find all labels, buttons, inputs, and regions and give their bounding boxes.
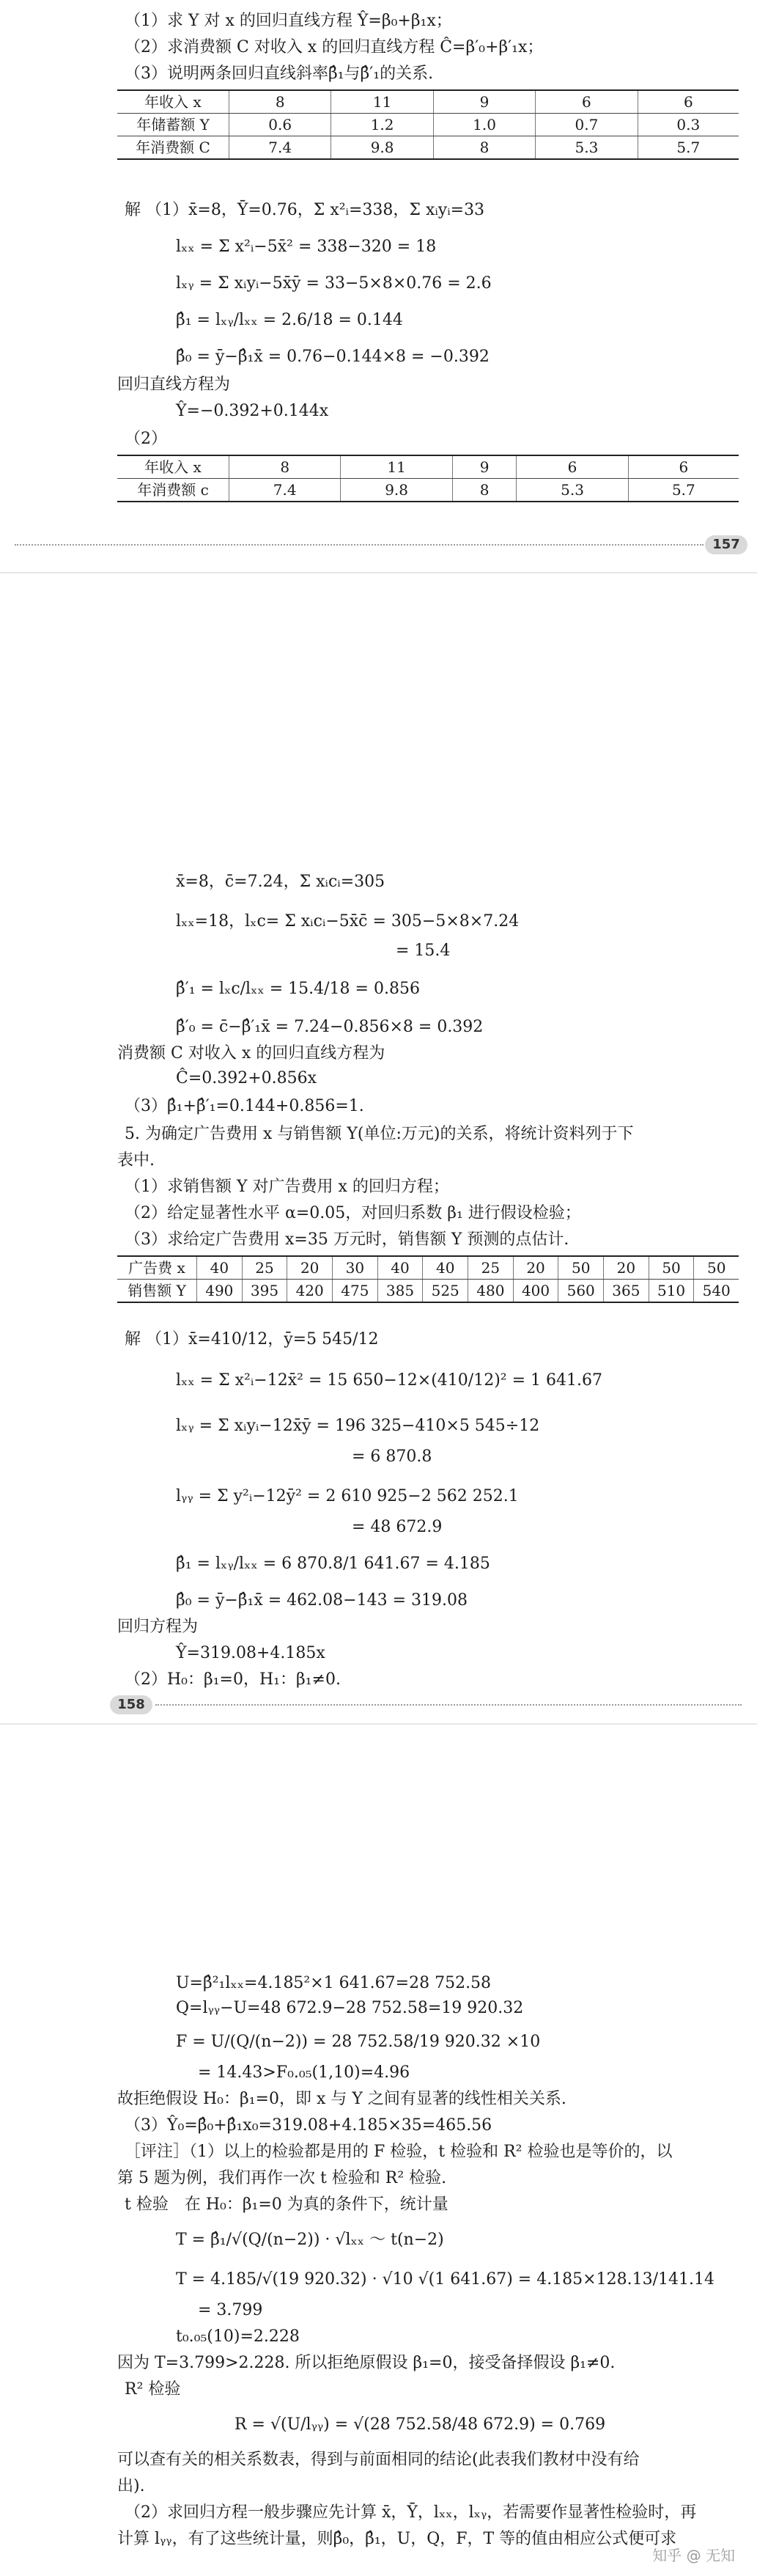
page-number: 157 (705, 535, 747, 554)
comment-2: 第 5 题为例，我们再作一次 t 检验和 R² 检验. (117, 2169, 447, 2187)
row-label: 年消费额 C (117, 136, 229, 160)
cell: 11 (331, 90, 433, 114)
comment-1: ［评注］（1）以上的检验都是用的 F 检验，t 检验和 R² 检验也是等价的，以 (125, 2143, 673, 2161)
table-row (117, 479, 739, 502)
cell: 0.7 (536, 114, 638, 136)
page-divider (0, 572, 757, 573)
problem-5-intro: 5. 为确定广告费用 x 与销售额 Y(单位:万元)的关系，将统计资料列于下 (125, 1125, 634, 1143)
formula-u: U=β̂²₁lₓₓ=4.185²×1 641.67=28 752.58 (176, 1974, 492, 1992)
cell: 6 (536, 90, 638, 114)
table-note-1: 可以查有关的相关系数表，得到与前面相同的结论(此表我们教材中没有给 (117, 2451, 640, 2469)
row-label: 广告费 x (117, 1256, 197, 1280)
dotted-rule (15, 544, 704, 546)
row-label: 销售额 Y (117, 1280, 197, 1303)
cell: 40 (377, 1256, 423, 1280)
lxc-line: lₓₓ=18，lₓc= Σ xᵢcᵢ−5x̄c̄ = 305−5×8×7.24 (176, 912, 520, 931)
formula-lxx-5: lₓₓ = Σ x²ᵢ−12x̄² = 15 650−12×(410/12)² = 1 641.67 (176, 1371, 602, 1390)
income-table (117, 89, 739, 160)
cell: 1.0 (433, 114, 535, 136)
cell: 25 (242, 1256, 287, 1280)
r-formula: R = √(U/lᵧᵧ) = √(28 752.58/48 672.9) = 0.769 (235, 2415, 606, 2434)
consumption-eq-label: 消费额 C 对收入 x 的回归直线方程为 (117, 1044, 385, 1063)
cell: 6 (638, 90, 739, 114)
beta0-prime: β̂′₀ = c̄−β̂′₁x̄ = 7.24−0.856×8 = 0.392 (176, 1018, 484, 1036)
t-statistic-value: T = 4.185/√(19 920.32) · √10 √(1 641.67) = 4.185×128.13/141.14 (176, 2270, 714, 2289)
cell: 7.4 (229, 479, 341, 502)
table-row (117, 114, 739, 136)
formula-lyy-5: lᵧᵧ = Σ y²ᵢ−12ȳ² = 2 610 925−2 562 252.1 (176, 1487, 519, 1505)
cell: 0.3 (638, 114, 739, 136)
row-label: 年收入 x (117, 90, 229, 114)
cell: 540 (694, 1280, 739, 1303)
cell: 5.3 (536, 136, 638, 160)
cell: 20 (513, 1256, 558, 1280)
formula-f: F = U/(Q/(n−2)) = 28 752.58/19 920.32 ×10 (176, 2033, 541, 2051)
consumption-table (117, 455, 739, 502)
t-statistic-formula: T = β̂₁/√(Q/(n−2)) · √lₓₓ ～ t(n−2) (176, 2231, 444, 2249)
cell: 6 (628, 455, 739, 479)
regression-equation: Ŷ=−0.392+0.144x (176, 402, 329, 420)
formula-beta0: β̂₀ = ȳ−β̂₁x̄ = 0.76−0.144×8 = −0.392 (176, 348, 490, 366)
cell: 6 (517, 455, 628, 479)
cell: 475 (333, 1280, 378, 1303)
dotted-rule (155, 1704, 742, 1706)
cell: 5.3 (517, 479, 628, 502)
row-label: 年消费额 c (117, 479, 229, 502)
cell: 9.8 (341, 479, 452, 502)
question-2: （2）求消费额 C 对收入 x 的回归直线方程 Ĉ=β′₀+β′₁x； (125, 38, 544, 56)
solution-5-intro: 解 （1）x̄=410/12，ȳ=5 545/12 (125, 1330, 379, 1348)
cell: 25 (468, 1256, 514, 1280)
lxc-result: = 15.4 (396, 942, 451, 960)
cell: 8 (452, 479, 517, 502)
cell: 480 (468, 1280, 514, 1303)
table-row (117, 136, 739, 160)
cell: 8 (229, 455, 341, 479)
problem-5-q1: （1）求销售额 Y 对广告费用 x 的回归方程； (125, 1178, 449, 1196)
formula-lxy-5: lₓᵧ = Σ xᵢyᵢ−12x̄ȳ = 196 325−410×5 545÷12 (176, 1417, 540, 1435)
table-row (117, 1280, 739, 1303)
t-result: = 3.799 (198, 2301, 263, 2319)
eq-label: 回归直线方程为 (117, 375, 231, 394)
table-row (117, 455, 739, 479)
t-conclusion: 因为 T=3.799>2.228. 所以拒绝原假设 β₁=0，接受备择假设 β₁≠0. (117, 2354, 616, 2372)
problem-5-q3: （3）求给定广告费用 x=35 万元时，销售额 Y 预测的点估计. (125, 1230, 569, 1249)
lyy-5-result: = 48 672.9 (352, 1518, 443, 1536)
page-number: 158 (110, 1695, 152, 1714)
cell: 50 (694, 1256, 739, 1280)
regression-equation-5: Ŷ=319.08+4.185x (176, 1644, 325, 1662)
cell: 20 (604, 1256, 649, 1280)
t-test-intro: t 检验 在 H₀：β₁=0 为真的条件下，统计量 (125, 2195, 448, 2214)
formula-beta1: β̂₁ = lₓᵧ/lₓₓ = 2.6/18 = 0.144 (176, 311, 403, 329)
cell: 9 (452, 455, 517, 479)
problem-5-intro-cont: 表中. (117, 1151, 155, 1170)
cell: 490 (197, 1280, 243, 1303)
formula-lxy: lₓᵧ = Σ xᵢyᵢ−5x̄ȳ = 33−5×8×0.76 = 2.6 (176, 274, 492, 293)
cell: 40 (423, 1256, 468, 1280)
question-1: （1）求 Y 对 x 的回归直线方程 Ŷ=β₀+β₁x； (125, 12, 452, 30)
cell: 400 (513, 1280, 558, 1303)
cell: 365 (604, 1280, 649, 1303)
cell: 9 (433, 90, 535, 114)
cell: 9.8 (331, 136, 433, 160)
part-2-label: （2） (125, 430, 167, 448)
r2-test-label: R² 检验 (125, 2380, 181, 2399)
cell: 420 (287, 1280, 333, 1303)
cell: 5.7 (638, 136, 739, 160)
slope-sum: （3）β̂₁+β̂′₁=0.144+0.856=1. (125, 1097, 364, 1115)
formula-q: Q=lᵧᵧ−U=48 672.9−28 752.58=19 920.32 (176, 1999, 524, 2017)
cell: 0.6 (229, 114, 331, 136)
page-footer-157 (0, 535, 757, 554)
watermark: 知乎 @ 无知 (652, 2547, 735, 2564)
means-line: x̄=8，c̄=7.24，Σ xᵢcᵢ=305 (176, 873, 385, 891)
consumption-equation: Ĉ=0.392+0.856x (176, 1069, 317, 1087)
cell: 560 (558, 1280, 604, 1303)
cell: 50 (649, 1256, 694, 1280)
cell: 5.7 (628, 479, 739, 502)
table-row (117, 1256, 739, 1280)
cell: 510 (649, 1280, 694, 1303)
formula-beta1-5: β̂₁ = lₓᵧ/lₓₓ = 6 870.8/1 641.67 = 4.185 (176, 1555, 490, 1573)
cell: 395 (242, 1280, 287, 1303)
row-label: 年收入 x (117, 455, 229, 479)
lxy-5-result: = 6 870.8 (352, 1447, 432, 1466)
regression-label-5: 回归方程为 (117, 1618, 199, 1636)
table-row (117, 90, 739, 114)
method-note-1: （2）求回归方程一般步骤应先计算 x̄，Ȳ，lₓₓ，lₓᵧ，若需要作显著性检验时，再 (125, 2503, 697, 2522)
cell: 50 (558, 1256, 604, 1280)
solution-intro: 解 （1）x̄=8，Ȳ=0.76，Σ x²ᵢ=338，Σ xᵢyᵢ=33 (125, 201, 485, 219)
formula-beta0-5: β̂₀ = ȳ−β̂₁x̄ = 462.08−143 = 319.08 (176, 1591, 468, 1610)
page-157 (0, 0, 757, 448)
question-3: （3）说明两条回归直线斜率β̂₁与β̂′₁的关系. (125, 65, 434, 83)
cell: 8 (433, 136, 535, 160)
method-note-2: 计算 lᵧᵧ，有了这些统计量，则β̂₀，β̂₁，U，Q，F，T 等的值由相应公式便可求 (117, 2530, 677, 2548)
row-label: 年储蓄额 Y (117, 114, 229, 136)
ad-sales-table (117, 1255, 739, 1303)
cell: 525 (423, 1280, 468, 1303)
reject-conclusion: 故拒绝假设 H₀：β₁=0，即 x 与 Y 之间有显著的线性相关关系. (117, 2090, 566, 2108)
page-footer-158 (0, 1695, 757, 1714)
cell: 1.2 (331, 114, 433, 136)
formula-lxx: lₓₓ = Σ x²ᵢ−5x̄² = 338−320 = 18 (176, 238, 437, 256)
f-result: = 14.43>F₀.₀₅(1,10)=4.96 (198, 2063, 410, 2082)
beta1-prime: β̂′₁ = lₓc/lₓₓ = 15.4/18 = 0.856 (176, 980, 420, 998)
cell: 30 (333, 1256, 378, 1280)
prediction: （3）Ŷ₀=β̂₀+β̂₁x₀=319.08+4.185×35=465.56 (125, 2116, 492, 2135)
hypothesis: （2）H₀：β₁=0，H₁：β₁≠0. (125, 1670, 341, 1689)
cell: 11 (341, 455, 452, 479)
table-note-2: 出). (117, 2477, 145, 2495)
t-critical: t₀.₀₅(10)=2.228 (176, 2327, 300, 2346)
cell: 7.4 (229, 136, 331, 160)
cell: 385 (377, 1280, 423, 1303)
cell: 20 (287, 1256, 333, 1280)
cell: 8 (229, 90, 331, 114)
cell: 40 (197, 1256, 243, 1280)
page-divider (0, 1723, 757, 1725)
problem-5-q2: （2）给定显著性水平 α=0.05，对回归系数 β₁ 进行假设检验； (125, 1204, 581, 1222)
